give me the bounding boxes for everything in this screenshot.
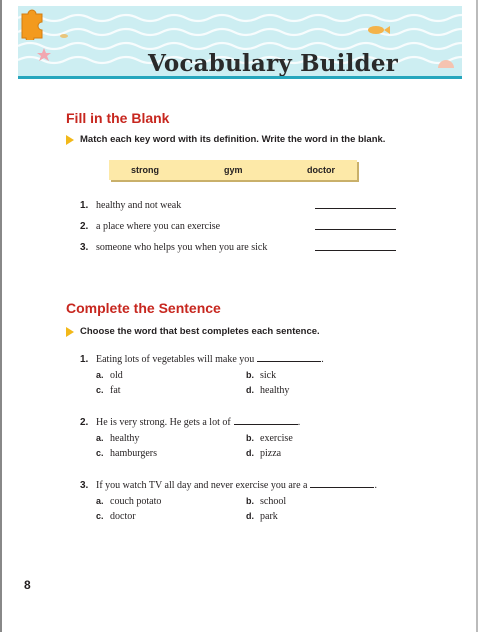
word-bank-item: doctor xyxy=(307,165,335,175)
answer-blank[interactable] xyxy=(234,424,298,425)
page-number: 8 xyxy=(24,578,31,592)
answer-blank[interactable] xyxy=(315,229,396,230)
option[interactable]: a. healthy xyxy=(96,433,140,444)
section-title-fill-blank: Fill in the Blank xyxy=(66,110,170,126)
option[interactable]: b. exercise xyxy=(246,433,293,444)
word-bank-item: gym xyxy=(224,165,243,175)
question: 3. If you watch TV all day and never exercise you are a . xyxy=(80,480,377,491)
option[interactable]: b. school xyxy=(246,496,287,507)
small-fish-icon xyxy=(60,34,68,38)
instruction-complete-sentence xyxy=(66,326,320,337)
arrow-bullet-icon xyxy=(66,135,74,145)
answer-blank[interactable] xyxy=(315,208,396,209)
definition-item: 1. healthy and not weak xyxy=(80,200,182,211)
question: 2. He is very strong. He gets a lot of . xyxy=(80,417,301,428)
option[interactable]: d. park xyxy=(246,511,278,522)
shell-icon xyxy=(438,60,454,68)
definition-item: 3. someone who helps you when you are sick xyxy=(80,242,268,253)
question: 1. Eating lots of vegetables will make you . xyxy=(80,354,324,365)
word-bank xyxy=(109,160,357,180)
arrow-bullet-icon xyxy=(66,327,74,337)
option[interactable]: d. healthy xyxy=(246,385,290,396)
instruction-fill-blank xyxy=(66,134,385,145)
instruction-text: Choose the word that best completes each sentence. xyxy=(80,326,320,337)
option[interactable]: a. couch potato xyxy=(96,496,162,507)
option[interactable]: b. sick xyxy=(246,370,277,381)
option[interactable]: c. hamburgers xyxy=(96,448,158,459)
answer-blank[interactable] xyxy=(315,250,396,251)
answer-blank[interactable] xyxy=(257,361,321,362)
puzzle-piece-icon xyxy=(18,6,48,40)
option[interactable]: c. fat xyxy=(96,385,121,396)
word-bank-item: strong xyxy=(131,165,159,175)
option[interactable]: c. doctor xyxy=(96,511,136,522)
page-title: Vocabulary Builder xyxy=(148,50,398,77)
fish-icon xyxy=(368,26,390,34)
section-title-complete-sentence: Complete the Sentence xyxy=(66,300,221,316)
definition-item: 2. a place where you can exercise xyxy=(80,221,221,232)
instruction-text: Match each key word with its definition. Write the word in the blank. xyxy=(80,134,386,145)
option[interactable]: a. old xyxy=(96,370,123,381)
header-banner xyxy=(18,6,462,79)
answer-blank[interactable] xyxy=(310,487,374,488)
option[interactable]: d. pizza xyxy=(246,448,282,459)
